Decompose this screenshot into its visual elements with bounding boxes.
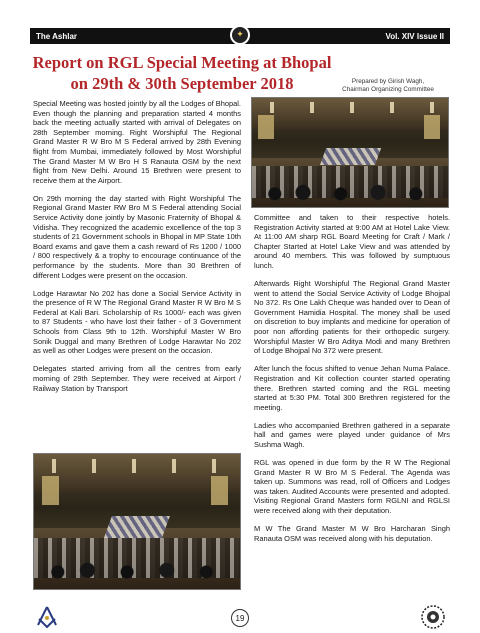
issue-label: Vol. XIV Issue II bbox=[385, 31, 444, 41]
paragraph: On 29th morning the day started with Right Worshipful The Regional Grand Master RW Bro M S Federal attending Social Service Activity done jointly by Masonic Fraternity of Bhopal & Vidisha. They recognized the academic excellence of the top 3 students of 21 Government schools in Bhopal in MP State 10th Board exams and gave them a cash reward of Rs 1200 / 1000 / 800 respectively & a trophy to encourage continuance of the performance by the students. More than 30 Brethren of different Lodges were present on the occasion. bbox=[33, 193, 241, 280]
author-credit bbox=[322, 78, 454, 94]
page-title bbox=[32, 52, 332, 94]
page-number: 19 bbox=[231, 609, 249, 627]
left-column bbox=[33, 99, 241, 402]
magazine-name: The Ashlar bbox=[36, 31, 78, 41]
paragraph: Special Meeting was hosted jointly by all the Lodges of Bhopal. Even though the planning and preparation started 4 months back the meeting actually started with arrival of Delegates on 28th September morning. Right Worshipful The Regional Grand Master R W Bro M S Federal arrived by 28th Evening flight from Mumbai, immediately followed by Most Worshipful The Grand Master M W Bro H S Ranauta OSM by the next flight from New Delhi. Around 15 Brethren were present to receive them at the Airport. bbox=[33, 99, 241, 185]
sunburst-seal-icon bbox=[420, 604, 446, 630]
masonic-emblem-icon: ✦ bbox=[230, 25, 250, 45]
paragraph: Ladies who accompanied Brethren gathered in a separate hall and games were played under guidance of Mrs Sushma Wagh. bbox=[254, 420, 450, 449]
title-line-1: Report on RGL Special Meeting at Bhopal bbox=[32, 53, 332, 72]
paragraph: M W The Grand Master M W Bro Harcharan Singh Ranauta OSM was received along with his deputation. bbox=[254, 524, 450, 543]
author-line-1: Prepared by Girish Wagh, bbox=[351, 78, 425, 85]
right-column bbox=[254, 213, 450, 552]
square-compass-icon bbox=[34, 604, 60, 630]
paragraph: RGL was opened in due form by the R W The Regional Grand Master R W Bro M S Federal. The Agenda was taken up. Summons was read, roll of Officers and Lodges was taken. Audited Accounts were presented and adopted. Visiting Regional Grand Masters form RGLNI and RGLSI were received along with their deputation. bbox=[254, 458, 450, 516]
author-line-2: Chairman Organizing Committee bbox=[342, 86, 434, 93]
meeting-hall-photo-top bbox=[251, 97, 449, 208]
paragraph: Lodge Harawtar No 202 has done a Social Service Activity in the presence of R W The Regional Grand Master R W Bro M S Federal at Kali Bari. Scholarship of Rs 1000/- each was given to 87 Students - who have lost their father - of 3 Government Schools from Class 9th to 12th. Worshipful Master W Bro Sonik Duggal and many Brethren of Lodge Harawtar No 202 as well as other Lodges were present on the occasion. bbox=[33, 288, 241, 356]
paragraph: Afterwards Right Worshipful The Regional Grand Master went to attend the Social Service Activity of Lodge Bhojpal No 372. Rs One Lakh Cheque was handed over to Dean of Government Hamidia Hospital. The money shall be used on discretion to buy implants and medicine for operation of poor non affording patients for their orthopedic surgery. Worshipful Master W Bro Aditya Modi and many Brethren of Lodge Bhojpal No 372 were present. bbox=[254, 279, 450, 356]
paragraph: Committee and taken to their respective hotels. Registration Activity started at 9:00 AM at Hotel Lake View. At 11:00 AM sharp RGL Board Meeting for Craft / Mark / Chapter Started at Hotel Lake View and was attended by around 40 members. This was followed by sumptuous lunch. bbox=[254, 213, 450, 270]
meeting-hall-photo-bottom bbox=[33, 453, 241, 590]
paragraph: After lunch the focus shifted to venue Jehan Numa Palace. Registration and Kit collection counter started operating there. Brethren started coming and the RGL meeting started at 5:30 PM. Total 300 Brethren registered for the meeting. bbox=[254, 364, 450, 412]
paragraph: Delegates started arriving from all the centres from early morning of 29th September. They were received at Airport / Railway Station by Transport bbox=[33, 364, 241, 393]
title-line-2: on 29th & 30th September 2018 bbox=[70, 74, 294, 93]
